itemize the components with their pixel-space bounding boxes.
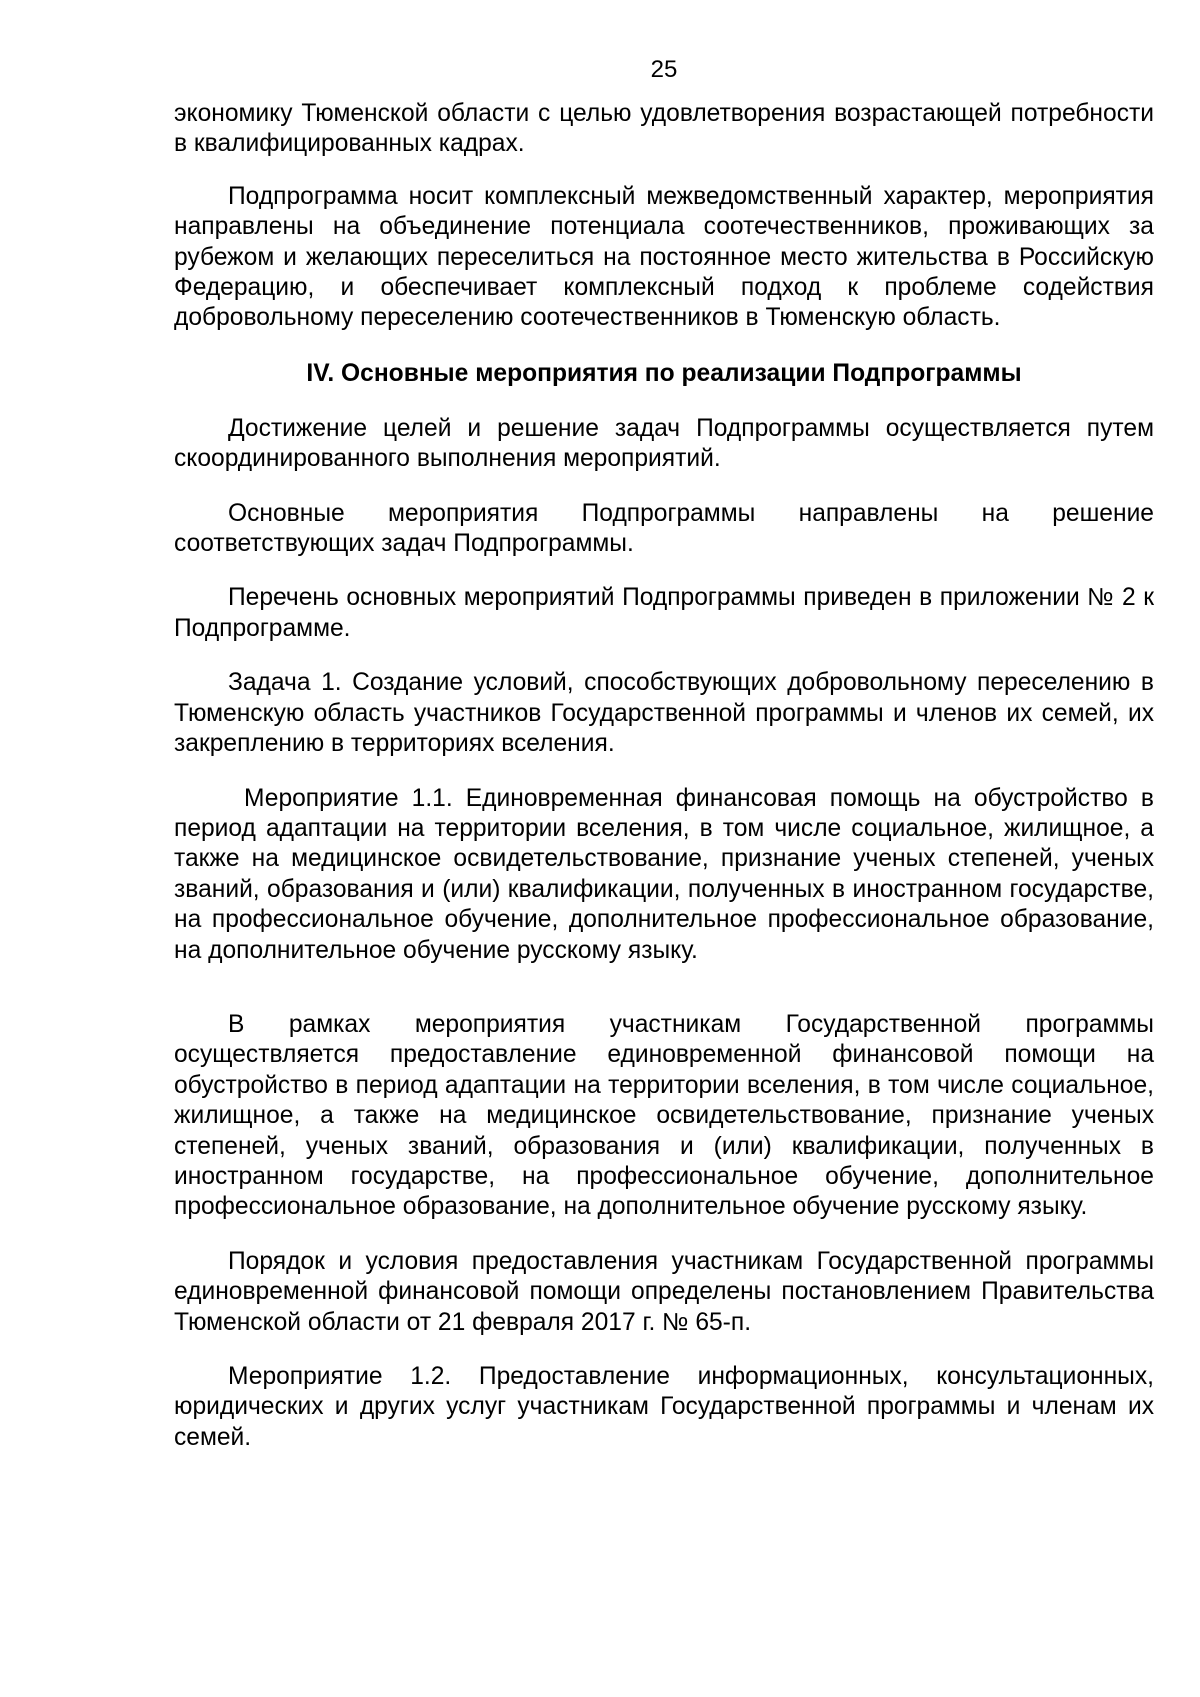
paragraph-activity-1-1: Мероприятие 1.1. Единовременная финансовая помощь на обустройство в период адаптации на территории вселения, в том числе социальное, жилищное, а также на медицинское освидетельствование, признание ученых степеней, ученых званий, образования и (или) квалификации, полученных в иностранном государстве, на профессиональное обучение, дополнительное профессиональное образование, на дополнительное обучение русскому языку. xyxy=(174,784,1154,964)
page-number: 25 xyxy=(650,56,678,83)
paragraph-task-1: Задача 1. Создание условий, способствующих добровольному переселению в Тюменскую область участников Государственной программы и членов их семей, их закреплению в территориях вселения. xyxy=(174,669,1154,758)
paragraph-activity-1-1-details: В рамках мероприятия участникам Государственной программы осуществляется предоставление единовременной финансовой помощи на обустройство в период адаптации на территории вселения, в том числе социальное, жилищное, а также на медицинское освидетельствование, признание ученых степеней, ученых званий, образования и (или) квалификации, полученных в иностранном государстве, на профессиональное обучение, дополнительное профессиональное образование, на дополнительное обучение русскому языку. xyxy=(174,1010,1154,1221)
section-heading: IV. Основные мероприятия по реализации Подпрограммы xyxy=(306,359,1022,387)
paragraph-goals: Достижение целей и решение задач Подпрограммы осуществляется путем скоординированного выполнения мероприятий. xyxy=(174,414,1154,473)
paragraph-activity-1-2: Мероприятие 1.2. Предоставление информационных, консультационных, юридических и других услуг участникам Государственной программы и членам их семей. xyxy=(174,1363,1154,1451)
document-page xyxy=(174,55,1154,1477)
paragraph-procedure: Порядок и условия предоставления участникам Государственной программы единовременной финансовой помощи определены постановлением Правительства Тюменской области от 21 февраля 2017 г. № 65-п. xyxy=(174,1247,1154,1336)
paragraph-activities-list: Перечень основных мероприятий Подпрограммы приведен в приложении № 2 к Подпрограмме. xyxy=(174,584,1154,642)
paragraph-subprogram-character: Подпрограмма носит комплексный межведомственный характер, мероприятия направлены на объединение потенциала соотечественников, проживающих за рубежом и желающих переселиться на постоянное место жительства в Российскую Федерацию, и обеспечивает комплексный подход к проблеме содействия добровольному переселению соотечественников в Тюменскую область. xyxy=(174,182,1154,332)
paragraph-main-activities: Основные мероприятия Подпрограммы направлены на решение соответствующих задач Подпрограммы. xyxy=(174,499,1154,558)
paragraph-continuation: экономику Тюменской области с целью удовлетворения возрастающей потребности в квалифицированных кадрах. xyxy=(174,100,1154,158)
